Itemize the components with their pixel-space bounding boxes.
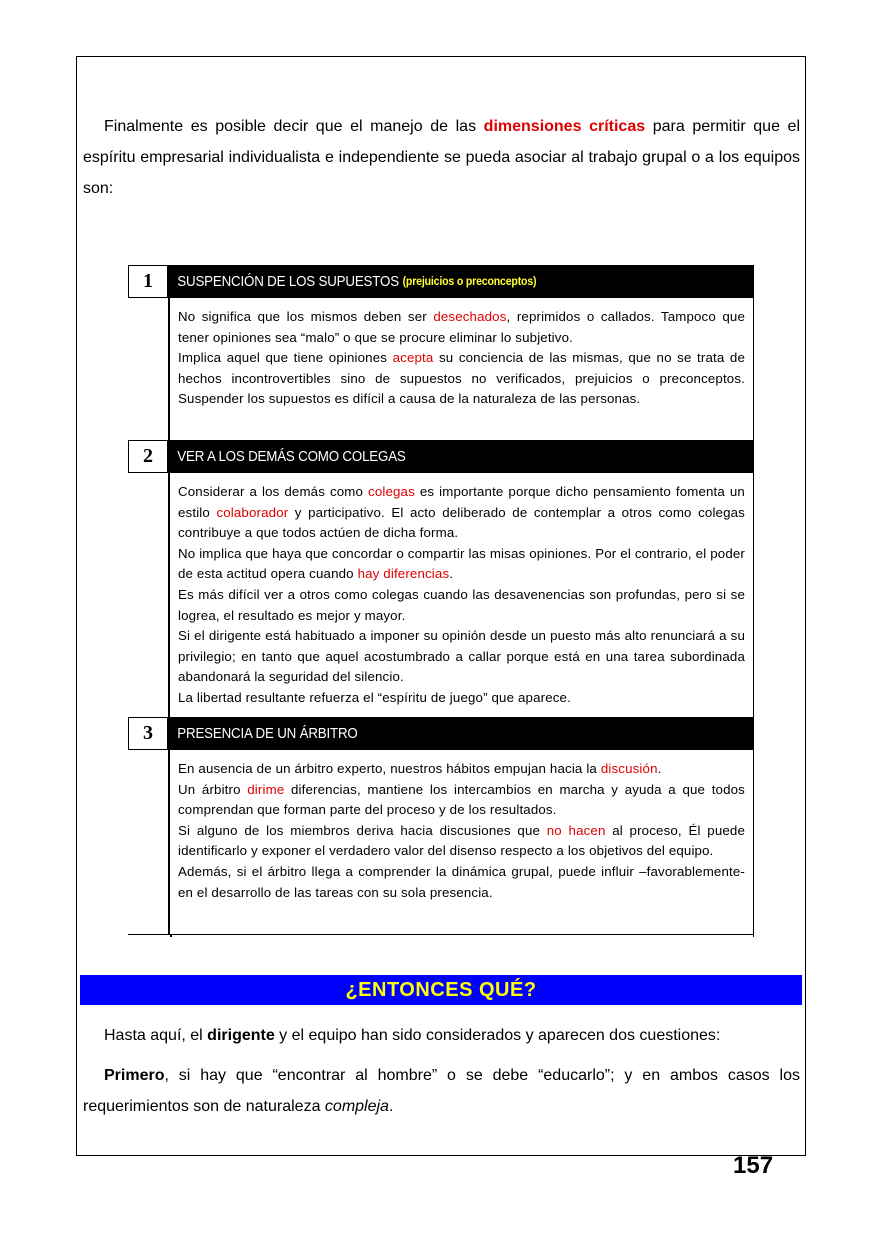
intro-text-end: para permitir que el espíritu empresarial individualista e independiente se pueda asociar al trabajo grupal o a los equipos son:	[83, 118, 801, 197]
intro-highlight: dimensiones críticas	[483, 118, 646, 135]
section-paragraph: Un árbitro dirime diferencias, mantiene los intercambios en marcha y ayuda a que todos comprendan que forman parte del proceso y de los resultados.	[178, 781, 745, 818]
section-paragraph: No implica que haya que concordar o compartir las misas opiniones. Por el contrario, el poder de esta actitud opera cuando hay diferencias.	[178, 545, 745, 582]
page-number: 157	[733, 1152, 774, 1179]
section-paragraph: Si el dirigente está habituado a imponer su opinión desde un puesto más alto renunciará a su privilegio; en tanto que aquel acostumbrado a callar porque está en una tarea subordinada abandonará la seguridad del silencio.	[178, 628, 745, 685]
closing-paragraph-1: Hasta aquí, el dirigente y el equipo han sido considerados y aparecen dos cuestiones:	[104, 1027, 721, 1044]
section-title: PRESENCIA DE UN ÁRBITRO	[177, 725, 358, 742]
section-2-header	[128, 440, 754, 473]
section-title: SUSPENCIÓN DE LOS SUPUESTOS (prejuicios o preconceptos)	[177, 273, 537, 290]
section-paragraph: Considerar a los demás como colegas es importante porque dicho pensamiento fomenta un estilo colaborador y participativo. El acto deliberado de contemplar a otros como colegas contribuye a que todos actúen de dicha forma.	[178, 484, 745, 541]
section-1-body	[128, 298, 754, 440]
section-1-header	[128, 265, 754, 298]
section-number: 3	[129, 718, 169, 749]
section-paragraph: Si alguno de los miembros deriva hacia discusiones que no hacen al proceso, Él puede identificarlo y exponer el verdadero valor del disenso respecto a los objetivos del equipo.	[178, 822, 745, 859]
section-title: VER A LOS DEMÁS COMO COLEGAS	[177, 448, 406, 465]
section-paragraph: Además, si el árbitro llega a comprender la dinámica grupal, puede influir –favorablemente- en el desarrollo de las tareas con su sola presencia.	[178, 863, 745, 900]
section-paragraph: Implica aquel que tiene opiniones acepta su conciencia de las mismas, que no se trata de hechos incontrovertibles sino de supuestos no verificados, prejuicios o preconceptos. Suspender los supuestos es difícil a causa de la naturaleza de las personas.	[178, 350, 746, 407]
intro-paragraph	[83, 111, 800, 204]
section-3-header	[128, 717, 754, 750]
intro-text: Finalmente es posible decir que el manejo de las	[104, 118, 484, 135]
section-paragraph: No significa que los mismos deben ser desechados, reprimidos o callados. Tampoco que tener opiniones sea “malo” o que se procure eliminar lo subjetivo.	[178, 309, 745, 345]
section-banner: ¿ENTONCES QUÉ?	[80, 975, 802, 1005]
section-number: 1	[129, 266, 169, 297]
section-3-body	[128, 750, 754, 934]
dimensions-table	[128, 265, 754, 937]
section-paragraph: En ausencia de un árbitro experto, nuestros hábitos empujan hacia la discusión.	[178, 761, 662, 776]
closing-paragraph-2: Primero, si hay que “encontrar al hombre” o se debe “educarlo”; y en ambos casos los requerimientos son de naturaleza compleja.	[83, 1067, 800, 1115]
section-subtitle: (prejuicios o preconceptos)	[402, 275, 537, 288]
section-2-body	[128, 473, 754, 717]
section-paragraph: La libertad resultante refuerza el “espíritu de juego” que aparece.	[178, 689, 571, 705]
section-paragraph: Es más difícil ver a otros como colegas cuando las desavenencias son profundas, pero si se logrea, el resultado es mejor y mayor.	[178, 586, 745, 623]
section-number: 2	[129, 441, 169, 472]
